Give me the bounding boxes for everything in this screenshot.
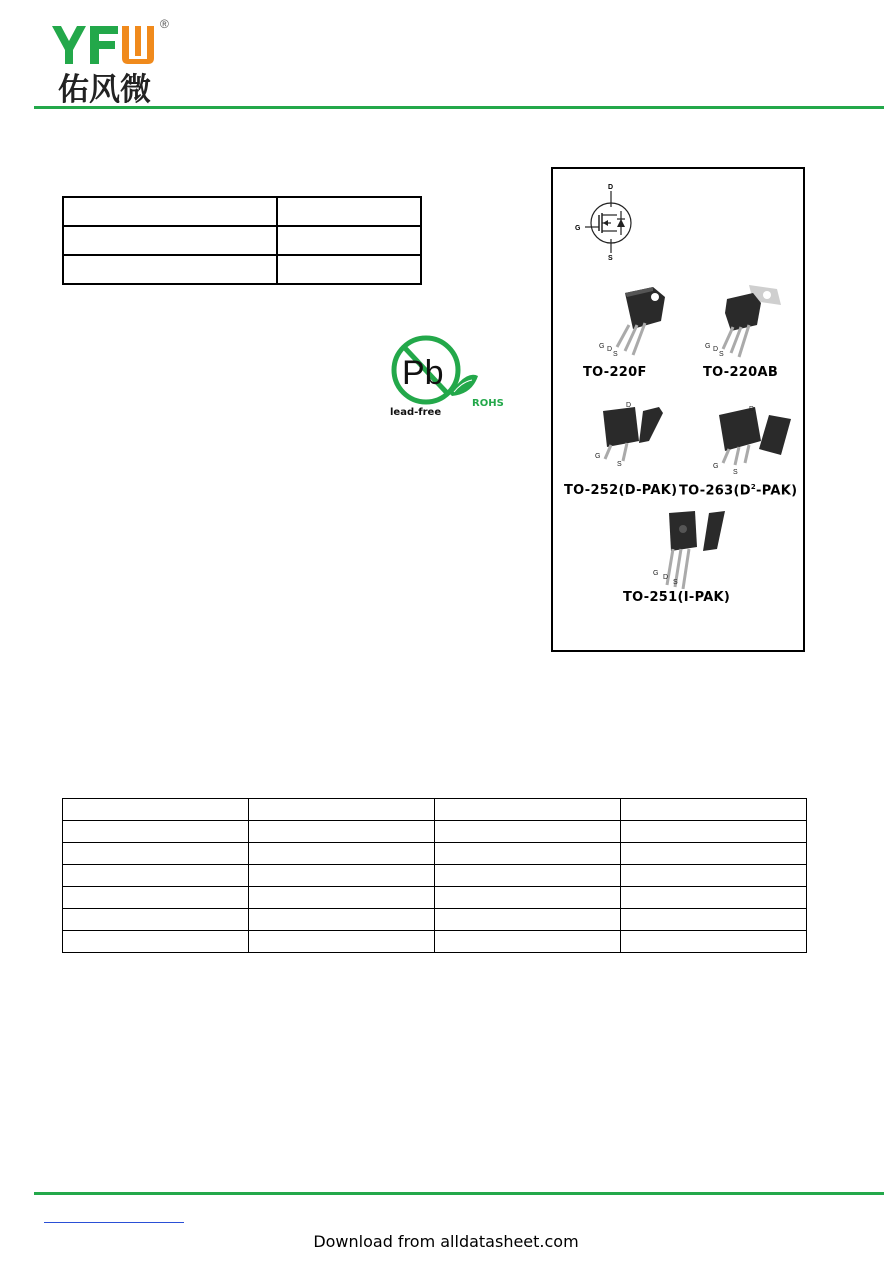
table-row <box>63 931 807 953</box>
svg-text:ROHS: ROHS <box>472 398 504 409</box>
package-label-to220ab: TO-220AB <box>703 365 779 380</box>
package-label-to220f: TO-220F <box>583 365 647 380</box>
table-row <box>63 255 421 284</box>
to263-package-icon <box>709 405 795 473</box>
table-row <box>63 909 807 931</box>
pin-label-s: S <box>673 579 678 586</box>
pin-label-g: G <box>653 570 659 577</box>
svg-text:D: D <box>608 184 614 191</box>
pin-label-d: D <box>663 574 669 581</box>
pin-label-s: S <box>733 469 738 476</box>
pin-label-s: S <box>617 461 622 468</box>
ordering-info-table <box>62 798 807 953</box>
pin-label-d: D <box>749 406 755 413</box>
table-row <box>63 226 421 255</box>
package-label-to263: $TO-263(D^2-PAK)$ <box>679 483 798 499</box>
pin-label-g: G <box>713 463 719 470</box>
to251-package-icon <box>643 509 733 589</box>
pin-label-g: G <box>599 343 605 350</box>
svg-text:Pb: Pb <box>402 354 444 392</box>
company-logo <box>48 14 188 106</box>
header-rule <box>34 106 884 109</box>
table-row <box>63 197 421 226</box>
svg-text:lead-free: lead-free <box>390 407 442 418</box>
n-channel-mosfet-symbol-icon <box>573 181 643 261</box>
pin-label-g: G <box>705 343 711 350</box>
footer-website-link[interactable] <box>44 1222 184 1223</box>
table-row <box>63 865 807 887</box>
to252-package-icon <box>589 401 669 471</box>
pin-label-g: G <box>595 453 601 460</box>
footer-rule <box>34 1192 884 1195</box>
key-spec-table <box>62 196 422 285</box>
table-row <box>63 887 807 909</box>
svg-text:佑风微: 佑风微 <box>58 72 151 106</box>
table-row <box>63 799 807 821</box>
pin-label-d: D <box>713 346 719 353</box>
pin-label-d: D <box>607 346 613 353</box>
package-label-to252: TO-252(D-PAK) <box>564 483 678 498</box>
svg-text:S: S <box>608 255 613 261</box>
svg-text:G: G <box>575 225 581 232</box>
download-source-text: Download from alldatasheet.com <box>313 1232 579 1251</box>
package-label-to251: TO-251(I-PAK) <box>623 590 731 605</box>
package-outline-panel <box>551 167 805 652</box>
svg-text:®: ® <box>160 17 169 31</box>
table-row <box>63 843 807 865</box>
pin-label-s: S <box>613 351 618 358</box>
lead-free-rohs-badge <box>388 334 516 420</box>
pin-label-d: D <box>626 402 632 409</box>
table-row <box>63 821 807 843</box>
pin-label-s: S <box>719 351 724 358</box>
